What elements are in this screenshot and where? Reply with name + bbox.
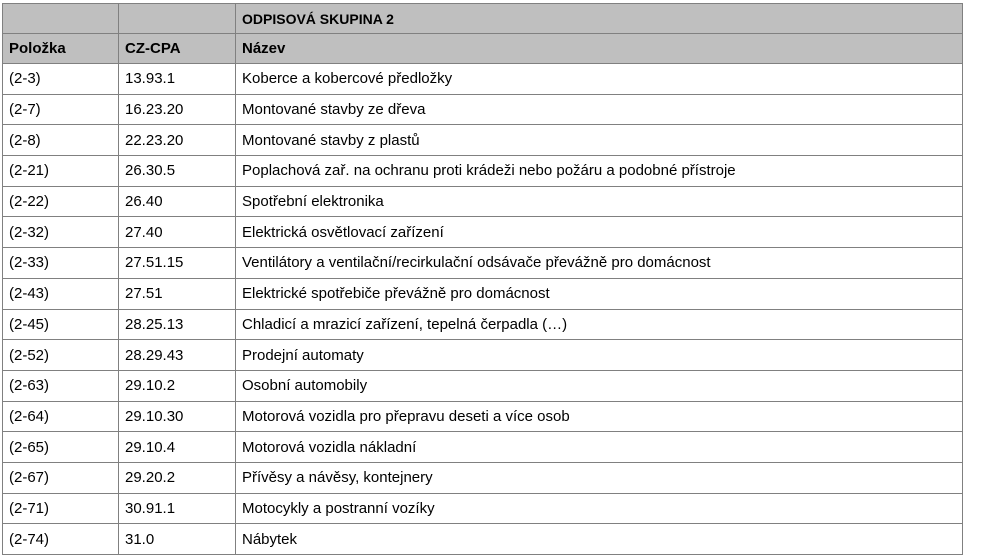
table-row xyxy=(3,186,963,217)
column-header-name: Název xyxy=(236,34,963,64)
group-title-row xyxy=(3,4,963,34)
cell-cz-cpa: 22.23.20 xyxy=(119,125,236,156)
cell-cz-cpa: 26.30.5 xyxy=(119,156,236,187)
cell-item: (2-3) xyxy=(3,64,119,95)
cell-name: Koberce a kobercové předložky xyxy=(236,64,963,95)
cell-cz-cpa: 29.10.2 xyxy=(119,370,236,401)
cell-cz-cpa: 27.40 xyxy=(119,217,236,248)
table-row xyxy=(3,432,963,463)
table-row xyxy=(3,340,963,371)
cell-name: Motorová vozidla nákladní xyxy=(236,432,963,463)
cell-cz-cpa: 13.93.1 xyxy=(119,64,236,95)
table-row xyxy=(3,462,963,493)
cell-cz-cpa: 29.10.4 xyxy=(119,432,236,463)
cell-name: Montované stavby z plastů xyxy=(236,125,963,156)
cell-item: (2-65) xyxy=(3,432,119,463)
cell-name: Spotřební elektronika xyxy=(236,186,963,217)
cell-item: (2-43) xyxy=(3,278,119,309)
cell-item: (2-33) xyxy=(3,248,119,279)
cell-cz-cpa: 29.20.2 xyxy=(119,462,236,493)
depreciation-group-table xyxy=(2,3,963,555)
cell-cz-cpa: 28.25.13 xyxy=(119,309,236,340)
depreciation-table-container xyxy=(2,3,963,555)
cell-name: Přívěsy a návěsy, kontejnery xyxy=(236,462,963,493)
cell-name: Poplachová zař. na ochranu proti krádeži nebo požáru a podobné přístroje xyxy=(236,156,963,187)
cell-item: (2-45) xyxy=(3,309,119,340)
cell-name: Motocykly a postranní vozíky xyxy=(236,493,963,524)
table-row xyxy=(3,217,963,248)
cell-item: (2-8) xyxy=(3,125,119,156)
cell-cz-cpa: 31.0 xyxy=(119,524,236,555)
cell-cz-cpa: 16.23.20 xyxy=(119,94,236,125)
cell-cz-cpa: 27.51 xyxy=(119,278,236,309)
cell-item: (2-22) xyxy=(3,186,119,217)
cell-name: Montované stavby ze dřeva xyxy=(236,94,963,125)
cell-cz-cpa: 26.40 xyxy=(119,186,236,217)
cell-name: Chladicí a mrazicí zařízení, tepelná čerpadla (…) xyxy=(236,309,963,340)
cell-item: (2-64) xyxy=(3,401,119,432)
cell-name: Motorová vozidla pro přepravu deseti a více osob xyxy=(236,401,963,432)
table-row xyxy=(3,493,963,524)
table-row xyxy=(3,125,963,156)
cell-name: Osobní automobily xyxy=(236,370,963,401)
table-row xyxy=(3,94,963,125)
cell-name: Elektrická osvětlovací zařízení xyxy=(236,217,963,248)
table-row xyxy=(3,278,963,309)
table-row xyxy=(3,401,963,432)
cell-item: (2-32) xyxy=(3,217,119,248)
cell-item: (2-63) xyxy=(3,370,119,401)
table-body xyxy=(3,64,963,555)
cell-item: (2-52) xyxy=(3,340,119,371)
table-row xyxy=(3,156,963,187)
cell-item: (2-74) xyxy=(3,524,119,555)
column-header-cz-cpa: CZ-CPA xyxy=(119,34,236,64)
group-title-spacer-2 xyxy=(119,4,236,34)
table-row xyxy=(3,524,963,555)
cell-item: (2-7) xyxy=(3,94,119,125)
table-row xyxy=(3,370,963,401)
group-title-spacer-1 xyxy=(3,4,119,34)
cell-item: (2-71) xyxy=(3,493,119,524)
cell-name: Elektrické spotřebiče převážně pro domácnost xyxy=(236,278,963,309)
table-row xyxy=(3,309,963,340)
table-row xyxy=(3,64,963,95)
cell-item: (2-21) xyxy=(3,156,119,187)
cell-cz-cpa: 29.10.30 xyxy=(119,401,236,432)
column-header-item: Položka xyxy=(3,34,119,64)
cell-item: (2-67) xyxy=(3,462,119,493)
cell-cz-cpa: 28.29.43 xyxy=(119,340,236,371)
table-row xyxy=(3,248,963,279)
cell-name: Prodejní automaty xyxy=(236,340,963,371)
cell-name: Nábytek xyxy=(236,524,963,555)
column-header-row xyxy=(3,34,963,64)
group-title: ODPISOVÁ SKUPINA 2 xyxy=(236,4,963,34)
cell-cz-cpa: 30.91.1 xyxy=(119,493,236,524)
cell-cz-cpa: 27.51.15 xyxy=(119,248,236,279)
cell-name: Ventilátory a ventilační/recirkulační odsávače převážně pro domácnost xyxy=(236,248,963,279)
